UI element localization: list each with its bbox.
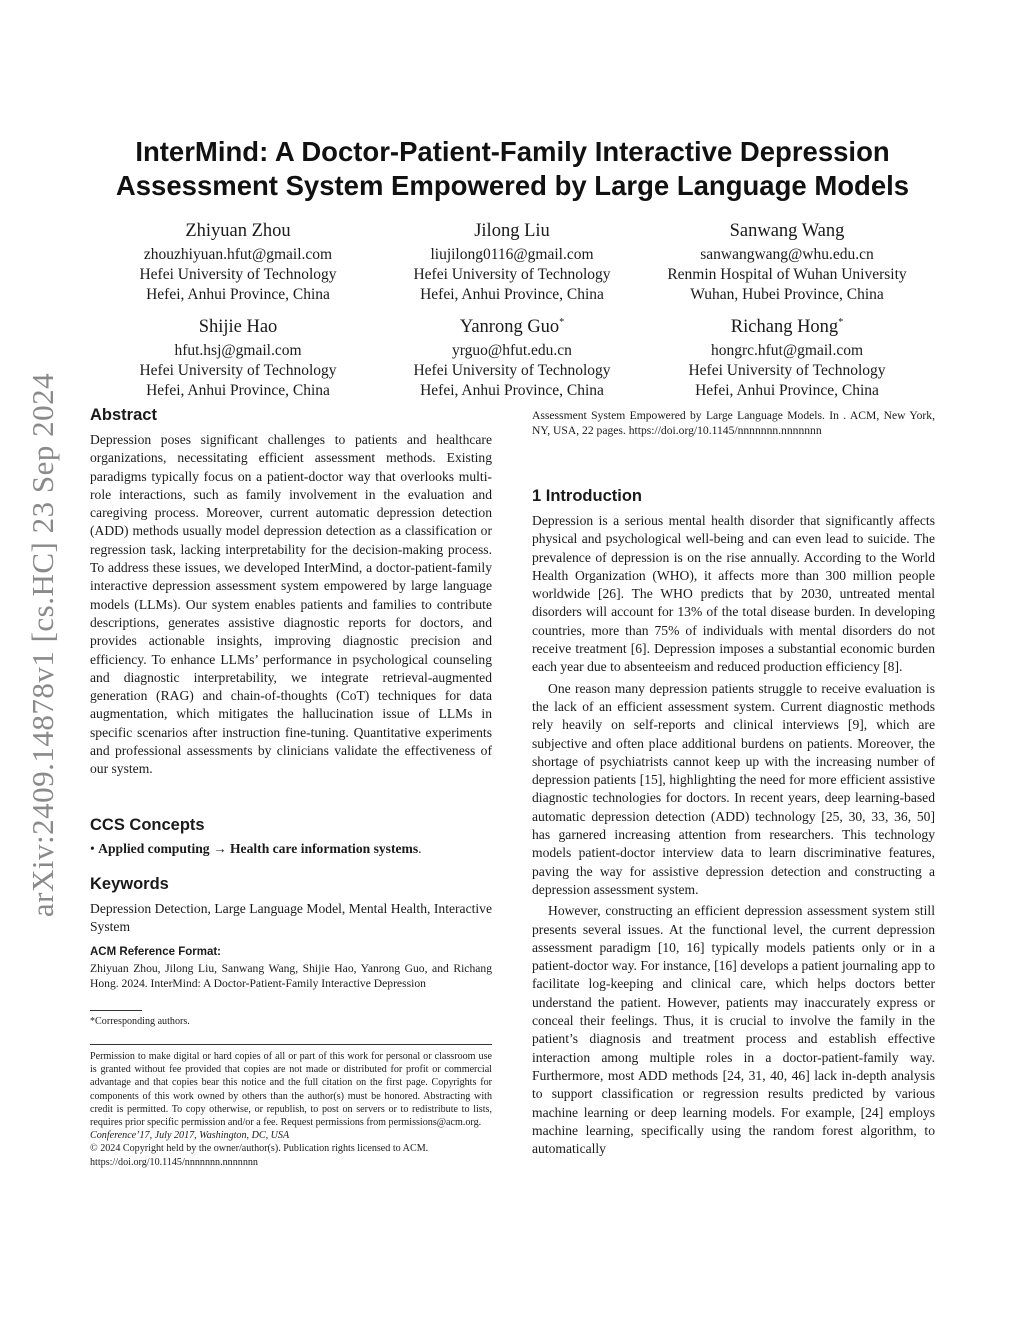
abstract-heading: Abstract [90, 406, 157, 424]
author-location: Hefei, Anhui Province, China [420, 382, 604, 400]
author-name: Yanrong Guo [459, 317, 560, 338]
permission-text: Permission to make digital or hard copies of all or part of this work for personal or classroom use is granted without fee provided that copies are not made or distributed for profit or commercial advantage and that copies bear this notice and the full citation on the first page. Copyrights for components of this work owned by others than the author(s) must be honored. Abstracting with credit is permitted. To copy otherwise, or republish, to post on servers or to redistribute to lists, requires prior specific permission and/or a fee. Request permissions from permissions@acm.org. [90, 1051, 492, 1129]
keywords-text: Depression Detection, Large Language Model, Mental Health, Interactive System [90, 901, 492, 935]
keywords-heading: Keywords [90, 875, 169, 893]
corresponding-mark: * [559, 317, 565, 328]
ccs-bullet: • [90, 841, 95, 856]
author-name: Richang Hong [730, 317, 839, 338]
author-block [637, 215, 937, 305]
author-name: Sanwang Wang [729, 221, 845, 242]
author-location: Wuhan, Hubei Province, China [690, 286, 884, 304]
ccs-concepts [90, 840, 492, 858]
footnote: *Corresponding authors. [90, 1016, 190, 1027]
introduction-heading: 1 Introduction [532, 487, 642, 505]
intro-paragraph-3: However, constructing an efficient depression assessment system still presents several issues. At the functional level, the current depression assessment paradigm [10, 16] typically models patients only or in a patient-doctor way. For instance, [16] develops a patient journaling app to facilitate log-keeping and clinical care, which helps doctors better understand the patient. However, patients may inaccurately express or conceal their feelings. Thus, it is crucial to involve the family in the patient’s diagnosis and treatment process and establish effective interaction among multiple roles in a doctor-patient-family way. Furthermore, most ADD methods [24, 31, 40, 46] lack in-depth analysis to support classification or regression results predicted by various machine learning or deep learning models. For example, [24] employs machine learning, specifically using the random forest algorithm, to automatically [532, 903, 935, 1157]
author-location: Hefei, Anhui Province, China [695, 382, 879, 400]
author-block [637, 311, 937, 401]
author-affiliation: Hefei University of Technology [139, 362, 337, 380]
author-name: Jilong Liu [474, 221, 550, 242]
author-email[interactable]: hongrc.hfut@gmail.com [710, 342, 864, 360]
author-block [88, 311, 388, 401]
arxiv-sidebar [18, 350, 68, 940]
intro-paragraph-1: Depression is a serious mental health disorder that significantly affects physical and psychological well-being and can even lead to suicide. The prevalence of depression is on the rise annually. According to the World Health Organization (WHO), it affects more than 300 million people worldwide [26]. The WHO predicts that by 2030, untreated mental disorders will account for 13% of the total disease burden. In developing countries, more than 75% of individuals with mental disorders do not receive treatment [6]. Depression imposes a substantial economic burden each year due to absenteeism and reduced production efficiency [8]. [532, 513, 935, 675]
abstract-section [90, 404, 492, 779]
author-location: Hefei, Anhui Province, China [420, 286, 604, 304]
abstract-text: Depression poses significant challenges to patients and healthcare organizations, necessitating efficient assessment methods. Existing paradigms typically focus on a patient-doctor way that overlooks multi-role interactions, such as family involvement in the evaluation and caregiving process. Moreover, current automatic depression detection (ADD) methods usually model depression detection as a classification or regression task, lacking interpretability for the decision-making process. To address these issues, we developed InterMind, a doctor-patient-family interactive depression assessment system empowered by large language models (LLMs). Our system enables patients and families to contribute descriptions, generates assistive diagnostic reports for doctors, and provides actionable insights, improving diagnostic precision and efficiency. To enhance LLMs’ performance in psychological counseling and diagnostic interpretability, we integrate retrieval-augmented generation (RAG) and chain-of-thoughts (CoT) techniques for data augmentation, which mitigates the hallucination issue of LLMs in specific scenarios after instruction fine-tuning. Quantitative experiments and professional assessments by clinicians validate the effectiveness of our system. [90, 432, 492, 777]
author-affiliation: Renmin Hospital of Wuhan University [667, 266, 907, 284]
author-name: Zhiyuan Zhou [185, 221, 291, 242]
acm-reference-continued-text: Assessment System Empowered by Large Language Models. In . ACM, New York, NY, USA, 22 pages. https://doi.org/10.1145/nnnnnnn.nnnnnnn [532, 409, 935, 438]
acm-reference-continued [532, 408, 935, 438]
ccs-heading: CCS Concepts [90, 816, 205, 834]
acm-reference-heading: ACM Reference Format: [90, 946, 221, 958]
permission-rule [90, 1044, 492, 1045]
corresponding-mark: * [838, 317, 844, 328]
ccs-section [90, 814, 492, 858]
author-email[interactable]: hfut.hsj@gmail.com [174, 342, 302, 360]
author-block [88, 215, 388, 305]
copyright-line: © 2024 Copyright held by the owner/author(s). Publication rights licensed to ACM. [90, 1143, 429, 1155]
author-affiliation: Hefei University of Technology [139, 266, 337, 284]
author-name: Shijie Hao [198, 317, 278, 338]
intro-paragraph-2: One reason many depression patients struggle to receive evaluation is the lack of an efficient assessment system. Current diagnostic methods rely heavily on self-reports and clinical interviews [9], which are subjective and often place additional burdens on patients. Moreover, the shortage of psychiatrists cannot keep up with the increasing number of depression patients [15], highlighting the need for more efficient assistive diagnostic technologies for doctors. In recent years, deep learning-based automatic depression detection (ADD) technology [25, 30, 33, 36, 50] has garnered increasing attention from researchers. This technology models patient-doctor interview data to learn discriminative features, paving the way for assistive depression detection and constructing a depression assessment system. [532, 680, 935, 897]
acm-reference [90, 946, 492, 991]
author-block [362, 311, 662, 401]
conference-line: Conference’17, July 2017, Washington, DC, USA [90, 1130, 290, 1142]
permission-block [90, 1050, 492, 1169]
author-email[interactable]: zhouzhiyuan.hfut@gmail.com [143, 246, 333, 264]
author-block [362, 215, 662, 305]
author-location: Hefei, Anhui Province, China [146, 382, 330, 400]
acm-reference-text: Zhiyuan Zhou, Jilong Liu, Sanwang Wang, Shijie Hao, Yanrong Guo, and Richang Hong. 2024. InterMind: A Doctor-Patient-Family Interactive Depression [90, 962, 492, 991]
introduction-section [532, 485, 935, 1158]
ccs-suffix: . [418, 841, 422, 856]
footnote-rule [90, 1010, 142, 1011]
ccs-item: Applied computing → Health care information systems [98, 841, 419, 856]
paper-title [90, 135, 935, 203]
author-email[interactable]: liujilong0116@gmail.com [430, 246, 594, 264]
keywords-section [90, 873, 492, 937]
author-affiliation: Hefei University of Technology [413, 362, 611, 380]
arxiv-identifier: arXiv:2409.14878v1 [cs.HC] 23 Sep 2024 [25, 372, 60, 918]
author-email[interactable]: yrguo@hfut.edu.cn [452, 342, 572, 360]
author-affiliation: Hefei University of Technology [688, 362, 886, 380]
doi-link[interactable]: https://doi.org/10.1145/nnnnnnn.nnnnnnn [90, 1156, 258, 1168]
author-location: Hefei, Anhui Province, China [146, 286, 330, 304]
author-email[interactable]: sanwangwang@whu.edu.cn [700, 246, 874, 264]
title-line-1: InterMind: A Doctor-Patient-Family Interactive Depression [135, 136, 890, 167]
title-line-2: Assessment System Empowered by Large Language Models [115, 170, 910, 201]
author-affiliation: Hefei University of Technology [413, 266, 611, 284]
